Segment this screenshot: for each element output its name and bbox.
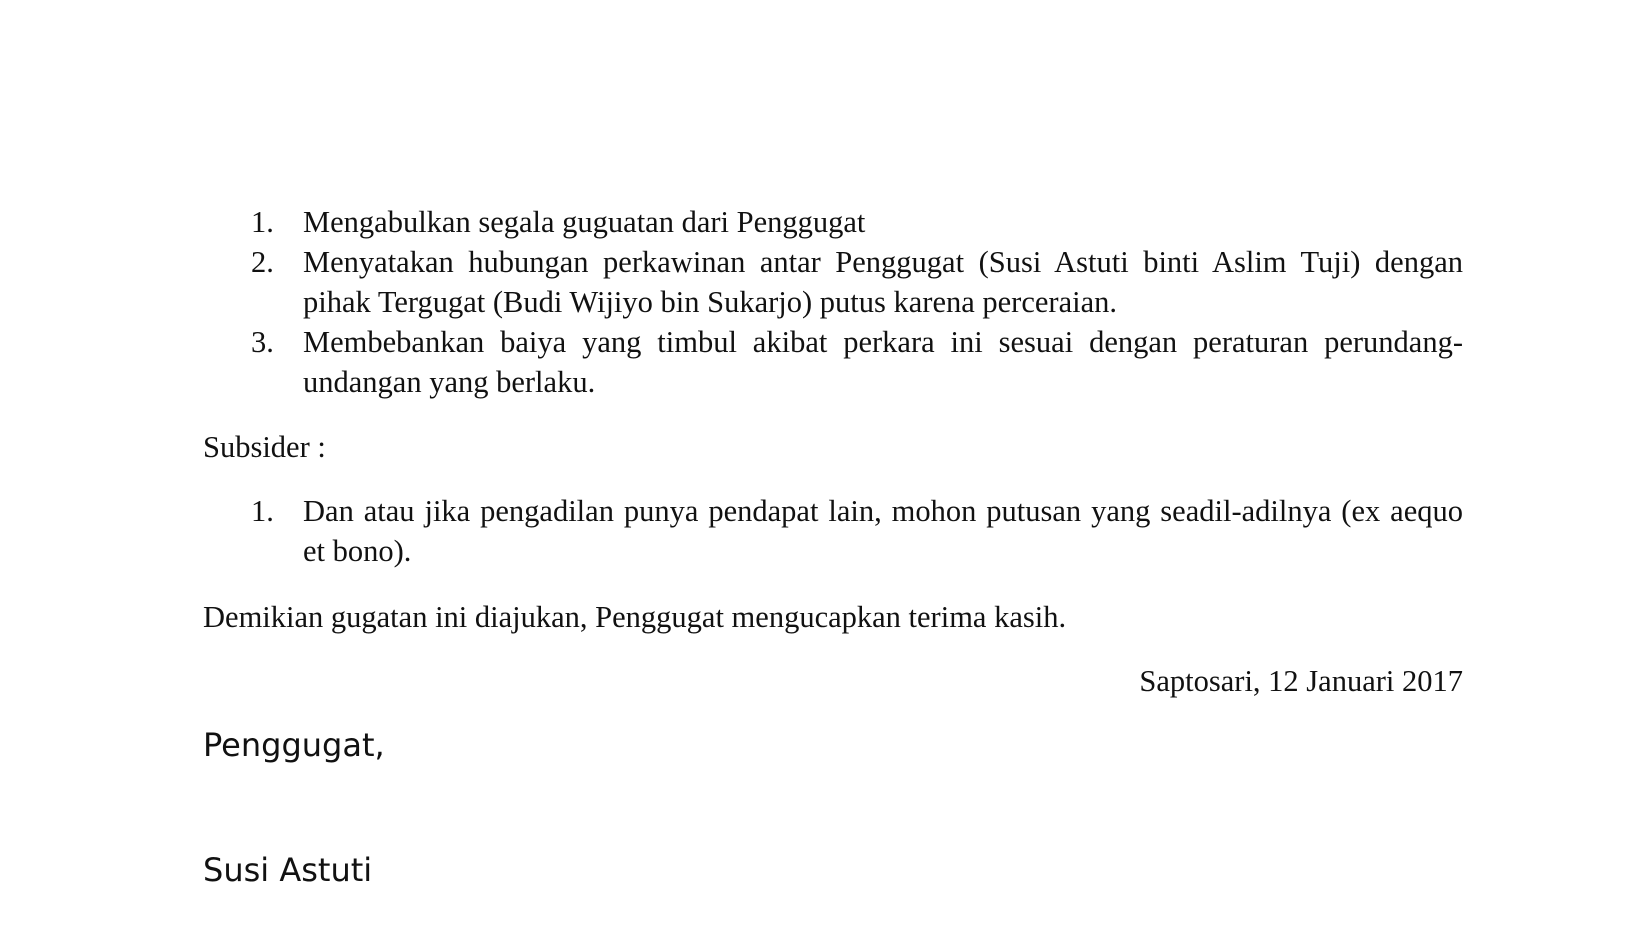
list-number: 1. <box>251 205 274 239</box>
list-item <box>251 242 1463 322</box>
list-item <box>251 491 1463 571</box>
list-number: 3. <box>251 325 274 359</box>
signature-role: Penggugat, <box>203 726 385 764</box>
closing-paragraph: Demikian gugatan ini diajukan, Penggugat mengucapkan terima kasih. <box>203 600 1067 634</box>
list-text: Dan atau jika pengadilan punya pendapat lain, mohon putusan yang seadil-adilnya (ex aequo et bono). <box>303 494 1463 568</box>
place-date: Saptosari, 12 Januari 2017 <box>1139 664 1463 698</box>
list-text: Mengabulkan segala guguatan dari Penggugat <box>303 205 866 239</box>
list-number: 2. <box>251 245 274 279</box>
list-text: Menyatakan hubungan perkawinan antar Penggugat (Susi Astuti binti Aslim Tuji) dengan pihak Tergugat (Budi Wijiyo bin Sukarjo) putus karena perceraian. <box>303 245 1463 319</box>
list-text: Membebankan baiya yang timbul akibat perkara ini sesuai dengan peraturan perundang-undangan yang berlaku. <box>303 325 1463 399</box>
list-number: 1. <box>251 494 274 528</box>
list-item <box>251 322 1463 402</box>
subsider-list <box>251 491 1463 571</box>
signature-name: Susi Astuti <box>203 851 373 889</box>
subsider-heading: Subsider : <box>203 430 326 464</box>
petitum-list <box>251 202 1463 402</box>
list-item <box>251 202 1463 242</box>
